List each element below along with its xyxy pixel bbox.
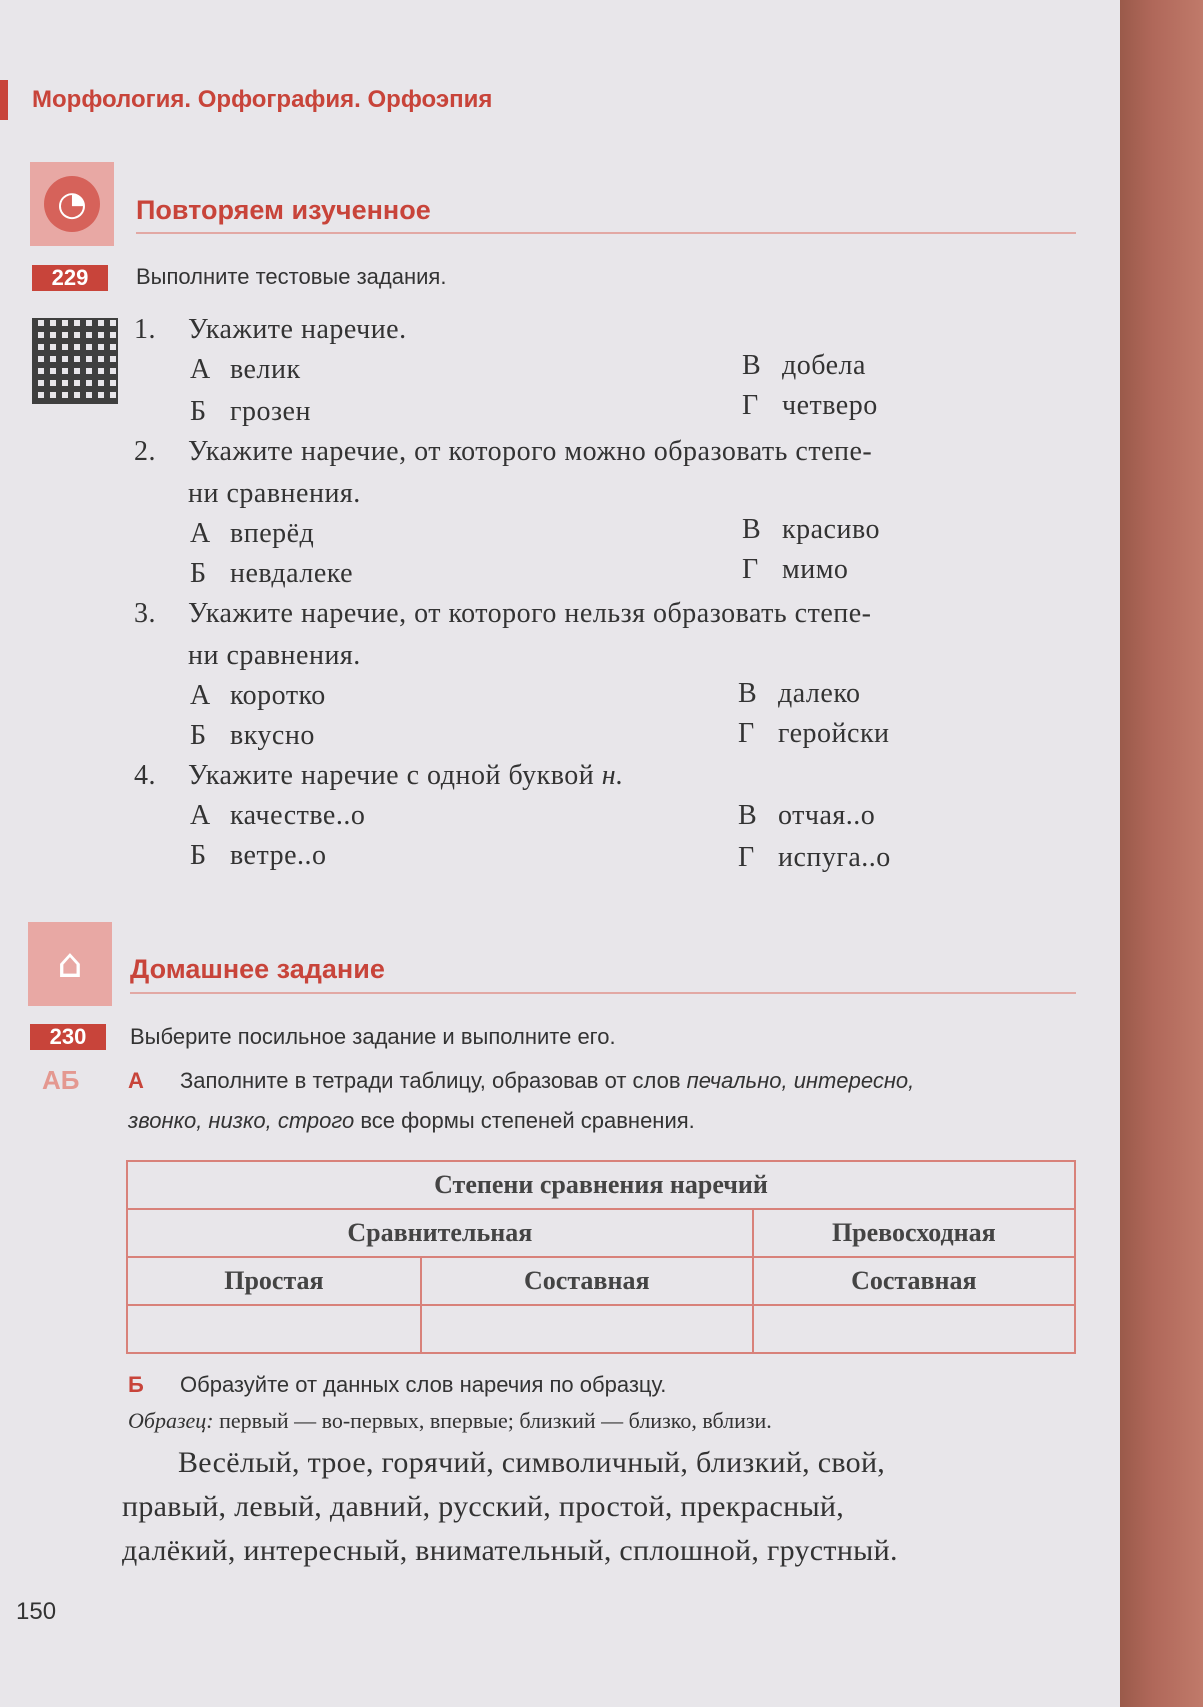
book-edge [1120, 0, 1203, 1707]
question-1: 1. Укажите наречие. [134, 314, 407, 345]
house-icon: ⌂ [28, 922, 112, 1006]
option: Г геройски [738, 718, 890, 749]
option: Г четверо [742, 390, 878, 421]
word-list-line: правый, левый, давний, русский, простой, прекрасный, [122, 1490, 845, 1523]
task-instruction: Выполните тестовые задания. [136, 264, 447, 289]
table-group-superlative: Превосходная [753, 1209, 1075, 1257]
ab-letters-icon: АБ [42, 1065, 80, 1095]
option: В добела [742, 350, 866, 381]
table-empty-cell [421, 1305, 753, 1353]
section-title-homework: Домашнее задание [130, 954, 385, 984]
task-instruction: Выберите посильное задание и выполните его. [130, 1024, 616, 1049]
question-2-continuation: ни сравнения. [188, 478, 361, 509]
table-col-simple: Простая [127, 1257, 421, 1305]
table-empty-cell [753, 1305, 1075, 1353]
task-number: 230 [30, 1024, 106, 1050]
option: В красиво [742, 514, 880, 545]
degrees-table [126, 1160, 1076, 1354]
option: А качестве..о [190, 800, 366, 831]
option: В отчая..о [738, 800, 876, 831]
section-title-review: Повторяем изученное [136, 195, 431, 225]
page-number: 150 [16, 1598, 57, 1625]
option: А вперёд [190, 518, 315, 549]
question-3-continuation: ни сравнения. [188, 640, 361, 671]
word-list-line: далёкий, интересный, внимательный, сплошной, грустный. [122, 1534, 898, 1567]
option: А велик [190, 354, 301, 385]
qr-code-icon [32, 318, 118, 404]
header-accent-bar [0, 80, 8, 120]
subtask-b: Б Образуйте от данных слов наречия по образцу. [128, 1372, 667, 1397]
option: Б ветре..о [190, 840, 327, 871]
sample: Образец: первый — во-первых, впервые; близкий — близко, вблизи. [128, 1408, 772, 1433]
option: Г испуга..о [738, 842, 891, 873]
subtask-a-continuation: звонко, низко, строго все формы степеней сравнения. [128, 1108, 695, 1133]
task-number: 229 [32, 265, 108, 291]
table-empty-cell [127, 1305, 421, 1353]
header-title: Морфология. Орфография. Орфоэпия [32, 86, 493, 113]
option: Б вкусно [190, 720, 315, 751]
option: В далеко [738, 678, 861, 709]
section-divider [136, 232, 1076, 234]
table-col-compound: Составная [421, 1257, 753, 1305]
option: Б грозен [190, 396, 311, 427]
option: Б невдалеке [190, 558, 354, 589]
table-group-comparative: Сравнительная [127, 1209, 753, 1257]
question-4: 4. Укажите наречие с одной буквой н. [134, 760, 624, 791]
subtask-a: А Заполните в тетради таблицу, образовав от слов печально, интересно, [128, 1068, 915, 1093]
table-col-compound-superlative: Составная [753, 1257, 1075, 1305]
running-header [0, 80, 492, 120]
question-3: 3. Укажите наречие, от которого нельзя образовать степе- [134, 598, 872, 629]
question-2: 2. Укажите наречие, от которого можно образовать степе- [134, 436, 873, 467]
option: Г мимо [742, 554, 849, 585]
option: А коротко [190, 680, 326, 711]
gauge-icon: ◔ [30, 162, 114, 246]
word-list-line: Весёлый, трое, горячий, символичный, близкий, свой, [178, 1446, 886, 1479]
table-title: Степени сравнения наречий [127, 1161, 1075, 1209]
section-divider [130, 992, 1076, 994]
